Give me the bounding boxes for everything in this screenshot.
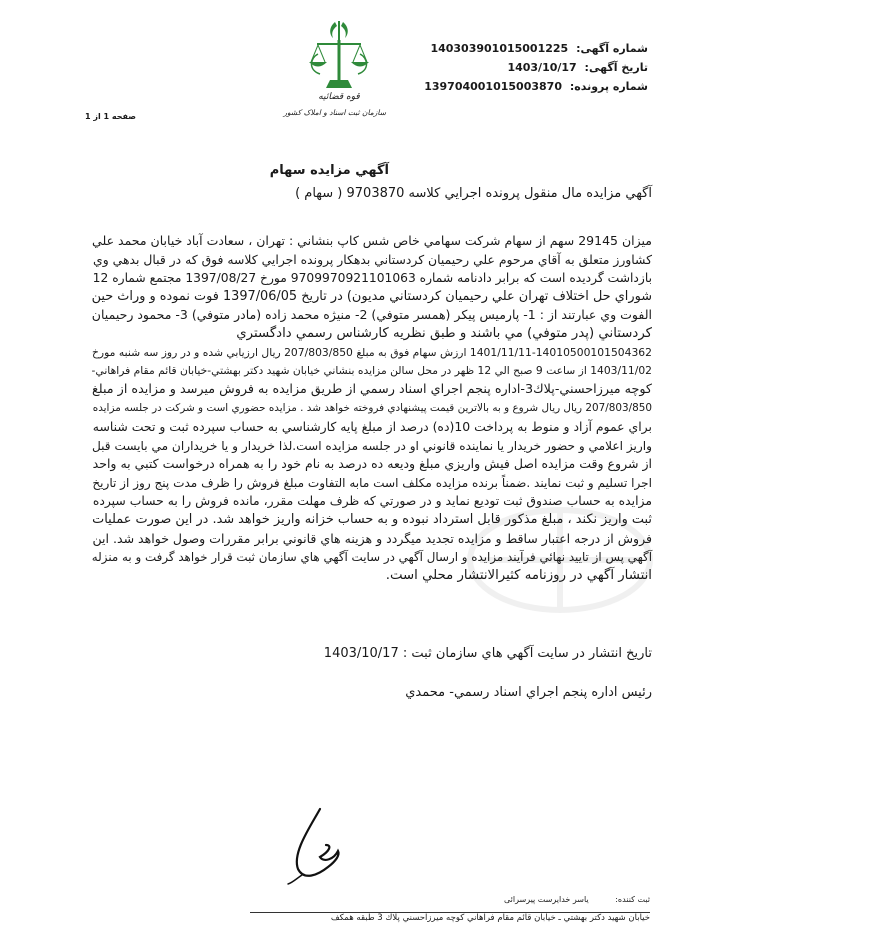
judiciary-emblem: [283, 18, 386, 126]
notice-body-line: فروش از درجه اعتبار ساقط و مزايده تجديد ميگردد و هزينه هاي قانوني برابر مقررات وصول خواهد شد. اين: [92, 530, 652, 546]
signatory: رئيس اداره پنجم اجراي اسناد رسمي- محمدي: [405, 685, 652, 700]
notice-body-line: 1403/11/02 از ساعت 9 صبح الي 12 ظهر در محل سالن مزايده بنشاني خيابان شهيد دكتر بهشتي-خيابان قائم مقام فراهاني-: [91, 364, 652, 378]
case-number-label: شماره پرونده:: [569, 80, 648, 93]
ad-date-label: تاریخ آگهی:: [584, 61, 648, 74]
publish-date-line: تاريخ انتشار در سايت آگهي هاي سازمان ثبت : 1403/10/17: [323, 646, 652, 661]
page-indicator: صفحه 1 از 1: [85, 112, 136, 121]
emblem-line-2: سازمان ثبت اسناد و املاک کشور: [283, 108, 386, 117]
notice-body-line: بازداشت گرديده است كه برابر دادنامه شماره 9709970921101063 مورخ 1397/08/27 مجتمع شماره 12: [92, 271, 652, 286]
ad-number: 140303901015001225: [430, 42, 569, 55]
notice-title: آگهي مزايده سهام: [269, 163, 389, 178]
notice-body-line: انتشار آگهي در روزنامه كثيرالانتشار محلي است.: [385, 567, 652, 583]
notice-body-line: از شروع وقت مزايده اصل فيش واريزي مبلغ وديعه ده درصد به نام خود را به همراه درخواست كتبي به واحد: [92, 456, 652, 472]
notice-body-line: واريز اعلامي و حضور خريدار يا نماينده قانوني او در جلسه مزايده است.لذا خريدار و يا خريداران مي بايست قبل: [91, 438, 652, 453]
notice-body-line: الفوت وي عبارتند از : 1- پارميس پيكر (همسر متوفي) 2- منيژه محمد زاده (مادر متوفي) 3- محمود رحيميان: [91, 307, 652, 323]
notice-body-line: براي عموم آزاد و منوط به پرداخت 10(ده) درصد از مبلغ پايه كارشناسي به حساب سپرده ثبت و تحت شناسه: [92, 418, 652, 434]
ad-number-label: شماره آگهی:: [576, 42, 648, 55]
ad-date-row: [507, 61, 648, 74]
registrar-label: ثبت کننده:: [615, 895, 650, 904]
notice-body-line: ميزان 29145 سهم از سهام شركت سهامي خاص شس كاپ بنشاني : تهران ، سعادت آباد خيابان محمد علي: [92, 233, 652, 248]
notice-body-line: 1401/11/11-14010500101504362 ارزش سهام فوق به مبلغ 207/803/850 ريال ارزيابي شده و در روز سه شنبه مورخ: [91, 345, 652, 359]
footer-address: خيابان شهيد دكتر بهشتي ـ خيابان قائم مقام فراهاني كوچه ميرزاحسني پلاك 3 طبقه همكف: [330, 913, 650, 923]
notice-body-line: ثبت واريز نكند ، مبلغ مذكور قابل استرداد نبوده و به حساب خزانه واريز خواهد شد. در اين صورت عمليات: [92, 511, 652, 527]
notice-body-line: آگهي پس از تاييد نهائي فرآيند مزايده و ارسال آگهي در سايت آگهي هاي سازمان ثبت قرار خواهد گرفت و به منزله: [91, 550, 652, 565]
registrar-row: [504, 895, 650, 904]
signature-icon: [280, 805, 350, 885]
notice-body-line: كشاورز متعلق به آقاي مرحوم علي رحيميان كردستاني بدهكار پرونده اجرايي كلاسه فوق كه در قبال بدهي وي: [93, 251, 652, 267]
notice-body-line: كردستاني (پدر متوفي) مي باشند و طبق نظريه كارشناس رسمي دادگستري: [236, 325, 652, 341]
notice-body-line: شوراي حل اختلاف تهران علي رحيميان كردستاني مديون) در تاريخ 1397/06/05 فوت نموده و وراث حين: [91, 288, 652, 304]
notice-body: [92, 232, 652, 585]
notice-body-line: 207/803/850 ريال ريال شروع و به بالاترين قيمت پيشنهادي فروخته خواهد شد . مزايده حضوري است و شركت در جلسه مزايده: [92, 402, 652, 415]
ad-date: 1403/10/17: [507, 61, 577, 74]
emblem-line-1: قوه قضائیه: [318, 92, 360, 102]
case-number: 139704001015003870: [424, 80, 562, 93]
notice-body-line: مزايده به حساب صندوق ثبت توديع نمايد و در صورتي كه ظرف مهلت مقرر، مانده فروش را به حساب سپرده: [92, 493, 652, 509]
notice-body-line: اجرا تسليم و ثبت نمايند .ضمناً برنده مزايده مكلف است مابه التفاوت مبلغ فروش را ظرف مدت پنج روز از تاريخ: [92, 475, 652, 490]
notice-body-line: كوچه ميرزاحسني-پلاك3-اداره پنجم اجراي اسناد رسمي از طريق مزايده به فروش ميرسد و مزايده از مبلغ: [91, 381, 652, 397]
registrar-name: یاسر خدایرست پیرسرائی: [503, 895, 589, 904]
case-number-row: [424, 80, 648, 93]
handwritten-signature: [280, 805, 350, 885]
ad-number-row: [430, 42, 648, 55]
notice-subtitle: آگهي مزايده مال منقول پرونده اجرايي كلاسه 9703870 ( سهام ): [295, 186, 652, 201]
